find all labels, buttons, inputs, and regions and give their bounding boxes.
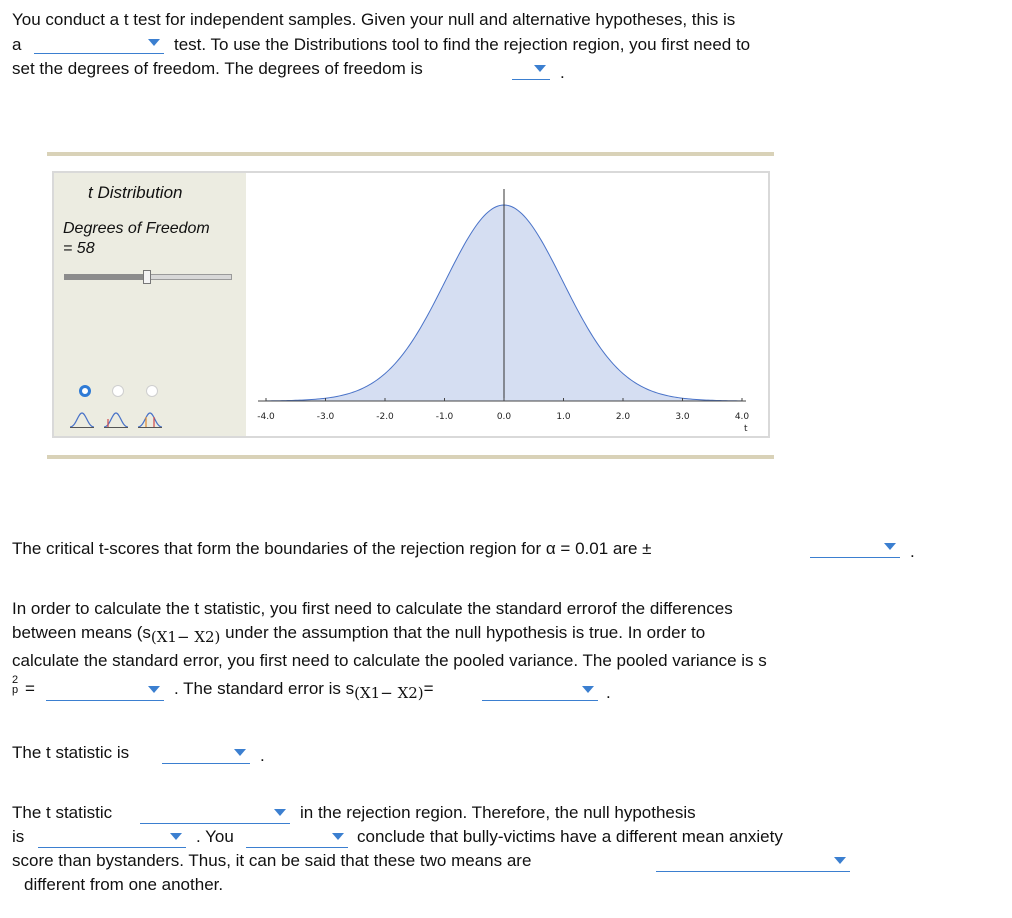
test-type-dropdown[interactable] <box>34 33 164 54</box>
q3-subscript-2: (X1− X2) <box>354 684 424 702</box>
q1-line1: You conduct a t test for independent samples. Given your null and alternative hypotheses, this is <box>12 10 736 29</box>
q5-you: . You <box>196 827 234 846</box>
x-tick-label: 2.0 <box>615 412 631 422</box>
chevron-down-icon <box>170 833 182 840</box>
rejection-region-dropdown[interactable] <box>140 803 290 824</box>
superscript-2: 2 <box>12 674 19 686</box>
q1-period: . <box>560 63 565 82</box>
q3-equals-2: = <box>423 679 434 698</box>
x-tick-label: 4.0 <box>734 412 750 422</box>
distribution-tool <box>52 171 770 438</box>
degrees-of-freedom-dropdown[interactable] <box>512 59 550 80</box>
q2-period: . <box>910 542 915 561</box>
x-tick-label: 0.0 <box>496 412 512 422</box>
q3-line2-post: under the assumption that the null hypothesis is true. In order to <box>225 623 706 642</box>
widget-top-rule <box>47 152 774 156</box>
q3-period: . <box>606 683 611 702</box>
pooled-equals: = <box>25 679 35 698</box>
chevron-down-icon <box>148 686 160 693</box>
chevron-down-icon <box>534 65 546 72</box>
x-tick-label: -4.0 <box>257 412 275 422</box>
means-difference-dropdown[interactable] <box>656 851 850 872</box>
df-value: = 58 <box>63 240 95 257</box>
q5-line2-post: conclude that bully-victims have a different mean anxiety <box>357 827 783 846</box>
chevron-down-icon <box>834 857 846 864</box>
x-axis-label: t <box>744 424 748 434</box>
chevron-down-icon <box>234 749 246 756</box>
conclusion-dropdown[interactable] <box>246 827 348 848</box>
q1-test-text: test. To use the Distributions tool to find the rejection region, you first need to <box>174 35 751 54</box>
subscript-p: p <box>12 684 19 696</box>
pooled-variance-dropdown[interactable] <box>46 680 164 701</box>
critical-t-dropdown[interactable] <box>810 537 900 558</box>
x-tick-label: -1.0 <box>435 412 454 422</box>
q5-is: is <box>12 827 25 846</box>
q5-line4: different from one another. <box>24 875 224 894</box>
q3-line1: In order to calculate the t statistic, you first need to calculate the standard errorof the differences <box>12 599 733 618</box>
standard-error-dropdown[interactable] <box>482 680 598 701</box>
chevron-down-icon <box>274 809 286 816</box>
df-label-text: Degrees of Freedom <box>63 220 210 237</box>
x-tick-label: -3.0 <box>316 412 335 422</box>
x-tick-label: -2.0 <box>376 412 394 422</box>
q1-a-word: a <box>12 35 22 54</box>
q3-line2-pre: between means (s <box>12 623 151 642</box>
x-axis-ticks <box>257 398 749 422</box>
q3-se-label: . The standard error is s <box>174 679 355 698</box>
q3-line3: calculate the standard error, you first need to calculate the pooled variance. The pooled variance is s <box>12 651 767 670</box>
q5-line1-post: in the rejection region. Therefore, the null hypothesis <box>300 803 696 822</box>
null-hypothesis-decision-dropdown[interactable] <box>38 827 186 848</box>
x-tick-label: 3.0 <box>675 412 690 422</box>
q4-text: The t statistic is <box>12 743 130 762</box>
q3-subscript-1: (X1− X2) <box>150 628 221 646</box>
q1-line3: set the degrees of freedom. The degrees of freedom is <box>12 59 423 78</box>
widget-bottom-rule <box>47 455 774 459</box>
chevron-down-icon <box>582 686 594 693</box>
q2-text: The critical t-scores that form the boundaries of the rejection region for α = 0.01 are ± <box>12 539 652 558</box>
distribution-title: t Distribution <box>88 183 183 202</box>
x-tick-label: 1.0 <box>556 412 571 422</box>
chevron-down-icon <box>148 39 160 46</box>
t-statistic-dropdown[interactable] <box>162 743 250 764</box>
q5-line1-pre: The t statistic <box>12 803 113 822</box>
pooled-variance-symbol <box>12 675 18 695</box>
t-distribution-chart <box>54 173 768 436</box>
q4-period: . <box>260 746 265 765</box>
q3-line2 <box>12 622 705 644</box>
q5-line3: score than bystanders. Thus, it can be said that these two means are <box>12 851 532 870</box>
chevron-down-icon <box>332 833 344 840</box>
q3-se-text <box>174 678 434 700</box>
chevron-down-icon <box>884 543 896 550</box>
